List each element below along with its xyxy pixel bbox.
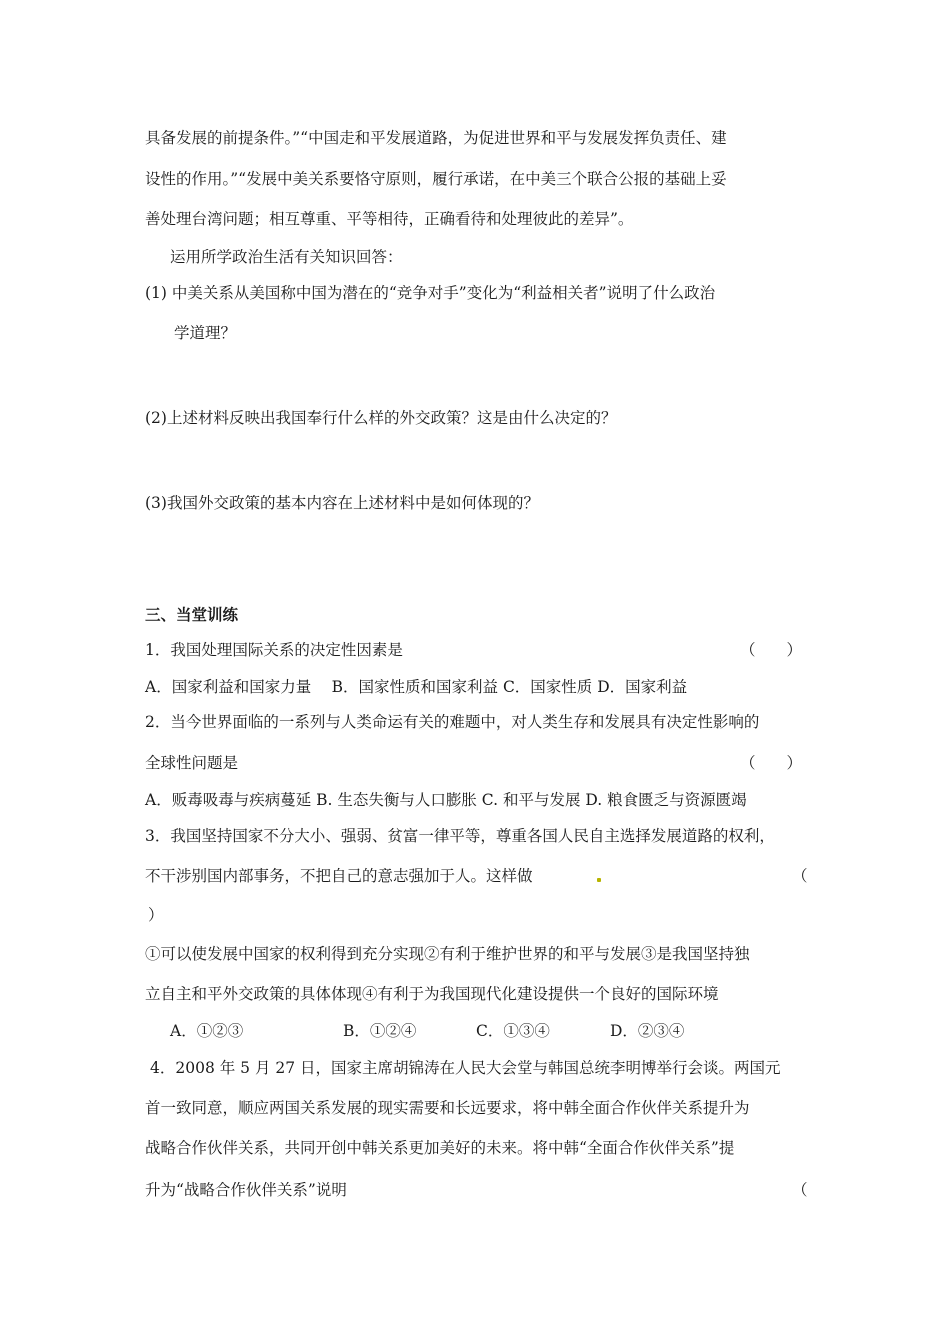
exercise-3-option-d: D．②③④ (610, 1022, 685, 1040)
exercise-4-line-1: 4．2008 年 5 月 27 日，国家主席胡锦涛在人民大会堂与韩国总统李明博举行会谈。两国元 (150, 1059, 781, 1077)
exercise-3-stem-line-1: 3．我国坚持国家不分大小、强弱、贫富一律平等，尊重各国人民自主选择发展道路的权利， (145, 827, 775, 845)
exercise-3-paren-open: （ (792, 867, 808, 885)
exercise-4-line-2: 首一致同意，顺应两国关系发展的现实需要和长远要求，将中韩全面合作伙伴关系提升为 (145, 1099, 750, 1117)
exercise-2-options: A．贩毒吸毒与疾病蔓延 B. 生态失衡与人口膨胀 C. 和平与发展 D. 粮食匮乏与资源匮竭 (145, 791, 747, 809)
exercise-4-line-4: 升为“战略合作伙伴关系”说明 (145, 1181, 347, 1199)
exercise-3-option-c: C．①③④ (476, 1022, 550, 1040)
exercise-3-paren-close: ） (148, 906, 164, 924)
exercise-1-options: A．国家利益和国家力量 B．国家性质和国家利益 C．国家性质 D．国家利益 (145, 678, 688, 696)
exercise-4-line-3: 战略合作伙伴关系，共同开创中韩关系更加美好的未来。将中韩“全面合作伙伴关系”提 (145, 1139, 735, 1157)
exercise-4-paren-open: （ (792, 1181, 808, 1199)
exercise-2-stem-line-2: 全球性问题是 (145, 754, 239, 772)
material-line-3: 善处理台湾问题；相互尊重、平等相待，正确看待和处理彼此的差异”。 (145, 210, 634, 228)
material-line-2: 设性的作用。”“发展中美关系要恪守原则，履行承诺，在中美三个联合公报的基础上妥 (145, 170, 727, 188)
question-1-line-1: (1) 中美关系从美国称中国为潜在的“竞争对手”变化为“利益相关者”说明了什么政治 (145, 284, 716, 302)
exercise-3-option-a: A．①②③ (170, 1022, 244, 1040)
section-title: 三、当堂训练 (145, 606, 239, 624)
exercise-2-answer-parens: （ ） (740, 754, 803, 772)
question-1-line-2: 学道理？ (174, 324, 237, 342)
exercise-3-stem-line-2: 不干涉别国内部事务，不把自己的意志强加于人。这样做 (145, 867, 533, 885)
exercise-3-option-b: B．①②④ (343, 1022, 417, 1040)
exercise-1-answer-parens: （ ） (740, 641, 803, 659)
question-3: (3)我国外交政策的基本内容在上述材料中是如何体现的？ (145, 494, 539, 512)
exercise-3-statements-line-2: 立自主和平外交政策的具体体现④有利于为我国现代化建设提供一个良好的国际环境 (145, 985, 719, 1003)
exercise-2-stem-line-1: 2．当今世界面临的一系列与人类命运有关的难题中，对人类生存和发展具有决定性影响的 (145, 713, 760, 731)
highlight-mark (597, 878, 601, 882)
exercise-1-stem: 1．我国处理国际关系的决定性因素是 (145, 641, 403, 659)
exercise-3-statements-line-1: ①可以使发展中国家的权利得到充分实现②有利于维护世界的和平与发展③是我国坚持独 (145, 945, 750, 963)
material-line-1: 具备发展的前提条件。”“中国走和平发展道路，为促进世界和平与发展发挥负责任、建 (145, 129, 727, 147)
question-2: (2)上述材料反映出我国奉行什么样的外交政策？这是由什么决定的？ (145, 409, 617, 427)
answer-prompt: 运用所学政治生活有关知识回答： (170, 248, 403, 266)
